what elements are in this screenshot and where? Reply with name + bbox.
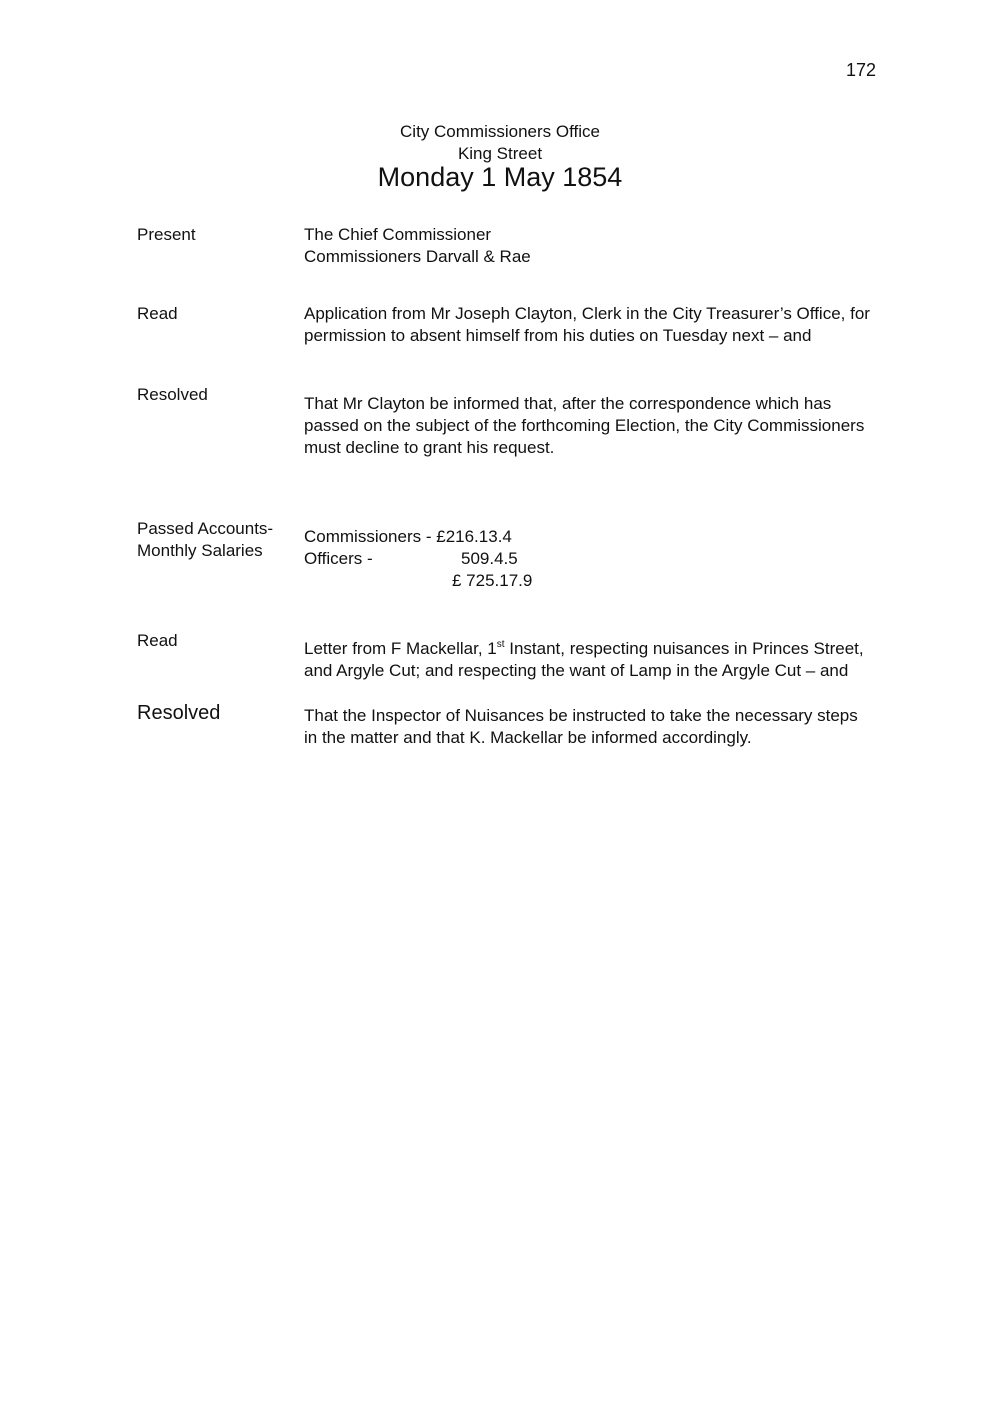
present-line: Commissioners Darvall & Rae	[304, 247, 531, 266]
resolved-line: in the matter and that K. Mackellar be informed accordingly.	[304, 728, 752, 747]
officers-row	[304, 548, 929, 570]
resolved-label: Resolved	[137, 385, 208, 404]
read-label: Read	[137, 631, 178, 650]
resolved-line: That Mr Clayton be informed that, after the correspondence which has	[304, 394, 832, 413]
read-line: Application from Mr Joseph Clayton, Clerk in the City Treasurer’s Office, for	[304, 304, 870, 323]
officers-label: Officers -	[304, 549, 373, 568]
resolved-text	[304, 705, 929, 749]
read-line: and Argyle Cut; and respecting the want of Lamp in the Argyle Cut – and	[304, 661, 849, 680]
present-text	[304, 224, 929, 268]
read-text	[304, 638, 929, 682]
resolved-line: must decline to grant his request.	[304, 438, 555, 457]
total-amount: £ 725.17.9	[452, 571, 533, 590]
resolved-line: That the Inspector of Nuisances be instructed to take the necessary steps	[304, 706, 858, 725]
officers-amount: 509.4.5	[461, 549, 518, 568]
read-line-part: Letter from F Mackellar, 1	[304, 639, 497, 658]
read-line: permission to absent himself from his duties on Tuesday next – and	[304, 326, 812, 345]
read-line-part: Instant, respecting nuisances in Princes Street,	[504, 639, 864, 658]
ordinal-suffix: st	[496, 639, 505, 650]
accounts-label-line: Monthly Salaries	[137, 541, 263, 560]
meeting-date-title: Monday 1 May 1854	[377, 162, 623, 192]
read-text	[304, 303, 929, 347]
resolved-text	[304, 393, 929, 459]
commissioners-amount: Commissioners - £216.13.4	[304, 527, 512, 546]
resolved-label: Resolved	[137, 702, 221, 724]
read-label: Read	[137, 304, 178, 323]
accounts-label	[137, 518, 273, 562]
street-name: King Street	[457, 144, 543, 163]
present-label: Present	[137, 225, 196, 244]
page-number: 172	[846, 60, 877, 80]
present-line: The Chief Commissioner	[304, 225, 492, 244]
accounts-lines	[304, 526, 929, 592]
read-line	[304, 638, 929, 660]
office-name: City Commissioners Office	[400, 122, 600, 141]
resolved-line: passed on the subject of the forthcoming Election, the City Commissioners	[304, 416, 865, 435]
accounts-label-line: Passed Accounts-	[137, 519, 274, 538]
total-row	[304, 570, 929, 592]
